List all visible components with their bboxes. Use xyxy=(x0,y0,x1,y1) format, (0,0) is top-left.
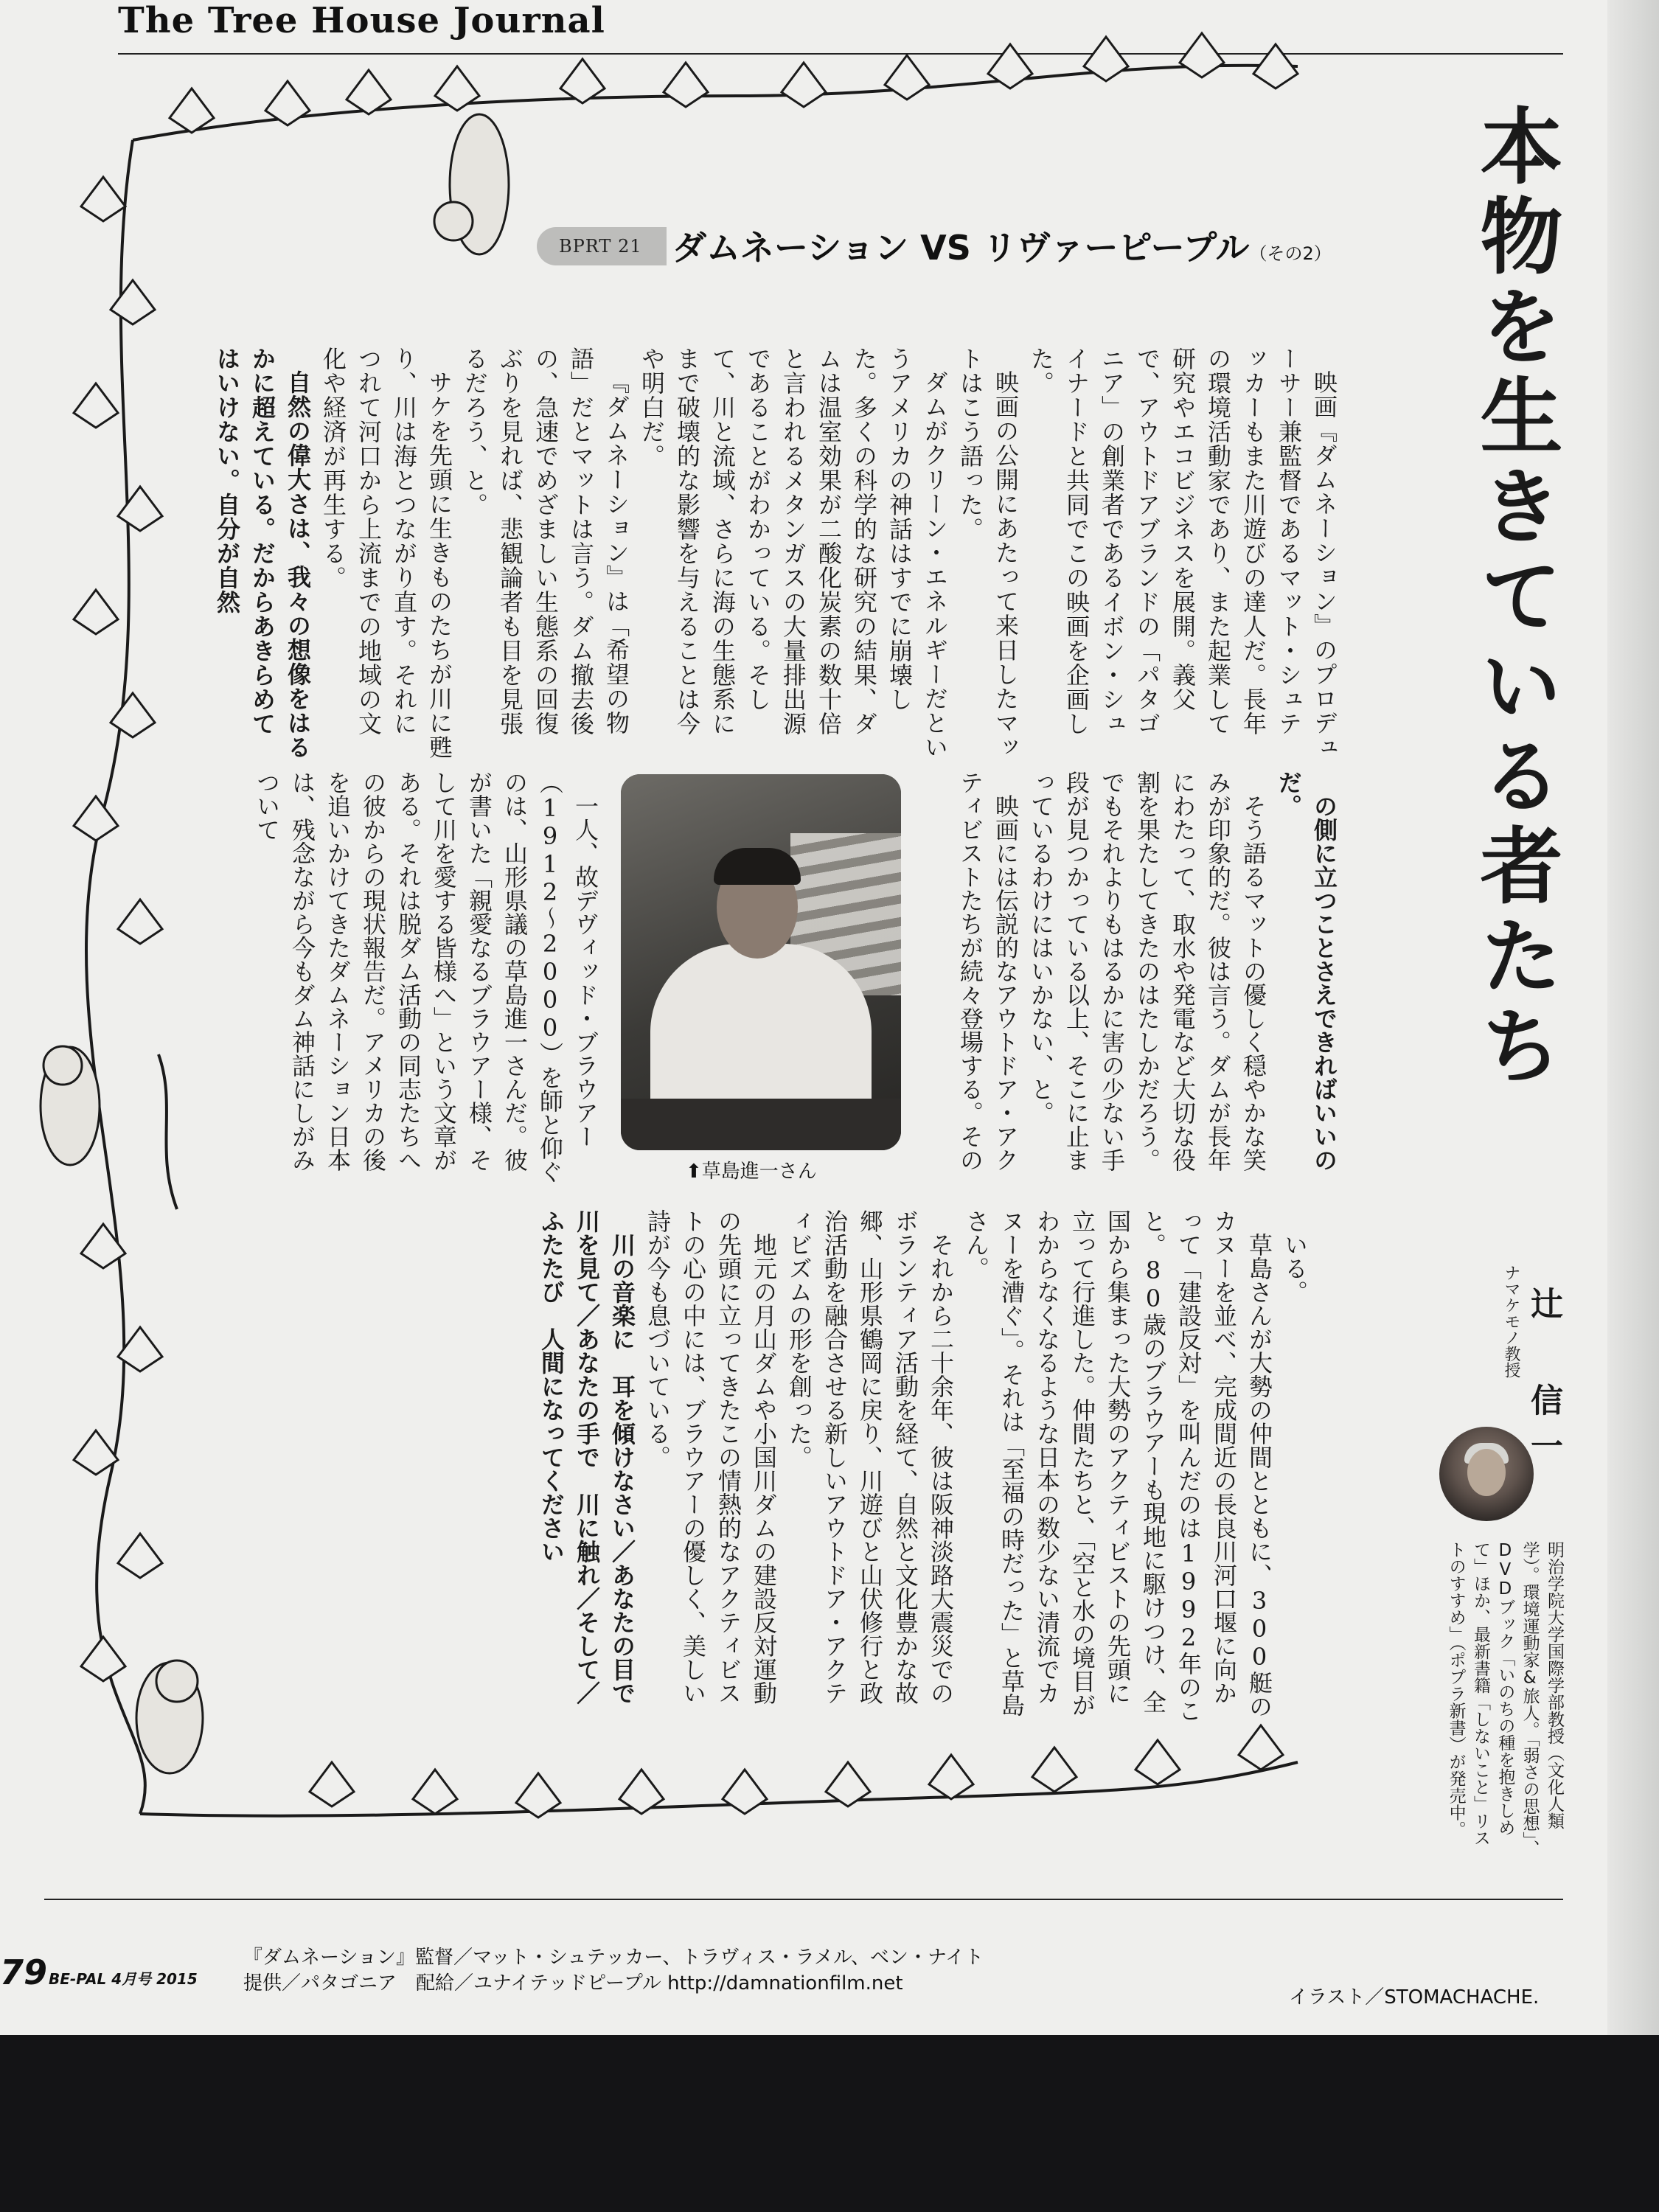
photo-caption: ⬆草島進一さん xyxy=(686,1161,817,1183)
author-profile: 明治学院大学国際学部教授（文化人類学）。環境運動家&旅人。「弱さの思想」、DVDブック「いのちの種を抱きしめて」ほか、最新書籍「しないこと」リストのすすめ」（ポプラ新書）が発売中。 xyxy=(1446,1541,1564,1857)
article-main-title: 本物を生きている者たち xyxy=(1467,103,1562,1093)
credits-line: 提供／パタゴニア 配給／ユナイテッドピープル http://damnationfilm.net xyxy=(243,1972,903,1995)
paragraph-bold: の側に立つことさえできればいいのだ。 xyxy=(1275,771,1338,1172)
article-upper-block xyxy=(213,347,1342,759)
film-credits xyxy=(243,1945,984,1997)
author-role: ナマケモノ教授 xyxy=(1502,1265,1520,1378)
paragraph: サケを先頭に生きものたちが川に甦り、川は海とつながり直す。それにつれて河口から上流までの地域の文化や経済が再生する。 xyxy=(319,347,453,759)
paragraph: 地元の月山ダムや小国川ダムの建設反対運動の先頭に立ってきたこの情熱的なアクティビストの心の中には、ブラウアーの優しく、美しい詩が今も息づいている。 xyxy=(644,1209,778,1705)
footer-rule xyxy=(44,1899,1563,1900)
paragraph: そう語るマットの優しく穏やかな笑みが印象的だ。彼は言う。ダムが長年にわたって、取水や発電など大切な役割を果たしてきたのはたしかだろう。でもそれよりもはるかに害の少ない手段が見つかっている以上、そこに止まっているわけにはいかない、と。 xyxy=(1027,771,1267,1172)
article-lower-right-block xyxy=(925,771,1342,1183)
paragraph: ダムがクリーン・エネルギーだというアメリカの神話はすでに崩壊した。多くの科学的な研究の結果、ダムは温室効果が二酸化炭素の数十倍と言われるメタンガスの大量排出源であることがわかっている。そして、川と流域、さらに海の生態系にまで破壊的な影響を与えることは今や明白だ。 xyxy=(638,347,949,759)
paragraph-bold: 自然の偉大さは、我々の想像をはるかに超えている。だからあきらめてはいけない。自分が自然 xyxy=(213,347,312,759)
article-bottom-block xyxy=(280,1209,1312,1728)
paragraph: いる。 xyxy=(1281,1233,1309,1304)
magazine-issue: BE-PAL 4月号 2015 xyxy=(49,1970,198,1988)
series-tag-label: BPRT 21 xyxy=(559,236,642,257)
journal-title: The Tree House Journal xyxy=(118,0,605,41)
author-name: 辻 信一 xyxy=(1525,1287,1562,1475)
portrait-photo xyxy=(621,774,901,1150)
series-title xyxy=(672,221,1332,270)
paragraph: 映画の公開にあたって来日したマットはこう語った。 xyxy=(956,347,1020,759)
article-lower-left-block xyxy=(243,771,603,1183)
background-surface xyxy=(0,2035,1659,2212)
poem-quote: 川の音楽に 耳を傾けなさい／あなたの目で 川を見て／あなたの手で 川に触れ／そして／ふたたび 人間になってください xyxy=(538,1209,636,1728)
paragraph: 一人、故デヴィッド・ブラウアー（1912〜2000）を師と仰ぐのは、山形県議の草島進一さんだ。彼が書いた「親愛なるブラウアー様、そして川を愛する皆様へ」という文章がある。それは脱ダム活動の同志たちへの彼からの現状報告だ。アメリカの後を追いかけてきたダムネーション日本は、残念ながら今もダム神話にしがみついて xyxy=(253,771,599,1183)
credits-line: 『ダムネーション』監督／マット・シュテッカー、トラヴィス・ラメル、ベン・ナイト xyxy=(243,1947,984,1969)
paragraph: 映画には伝説的なアウトドア・アクティビストたちが続々登場する。その xyxy=(956,771,1020,1172)
illustration-credit: イラスト／STOMACHACHE. xyxy=(1289,1986,1540,2008)
series-tag xyxy=(537,227,667,265)
series-title-text: ダムネーション VS リヴァーピープル xyxy=(672,228,1250,268)
author-avatar xyxy=(1439,1427,1534,1521)
series-part: （その2） xyxy=(1249,243,1332,264)
page-number: 79 xyxy=(0,1952,48,1992)
paragraph: 草島さんが大勢の仲間とともに、300艇のカヌーを並べ、完成間近の長良川河口堰に向かって「建設反対」を叫んだのは1992年のこと。80歳のブラウアーも現地に駆けつけ、全国から集まった大勢のアクティビストの先頭に立って行進した。仲間たちと、「空と水の境目がわからなくなるような日本の数少ない清流でカヌーを漕ぐ」。それは「至福の時だった」と草島さん。 xyxy=(962,1209,1273,1722)
paragraph: それから二十余年、彼は阪神淡路大震災でのボランティア活動を経て、自然と文化豊かな故郷、山形県鶴岡に戻り、川遊びと山伏修行と政治活動を融合させる新しいアウトドア・アクティビズムの形を創った。 xyxy=(785,1209,955,1705)
paragraph: 映画『ダムネーション』のプロデューサー兼監督であるマット・シュテッカーもまた川遊びの達人だ。長年の環境活動家であり、また起業して研究やエコビジネスを展開。義父で、アウトドアブランドの「パタゴニア」の創業者であるイボン・シュイナードと共同でこの映画を企画した。 xyxy=(1027,347,1338,759)
paragraph: 『ダムネーション』は「希望の物語」だとマットは言う。ダム撤去後の、急速でめざましい生態系の回復ぶりを見れば、悲観論者も目を見張るだろう、と。 xyxy=(461,347,630,736)
